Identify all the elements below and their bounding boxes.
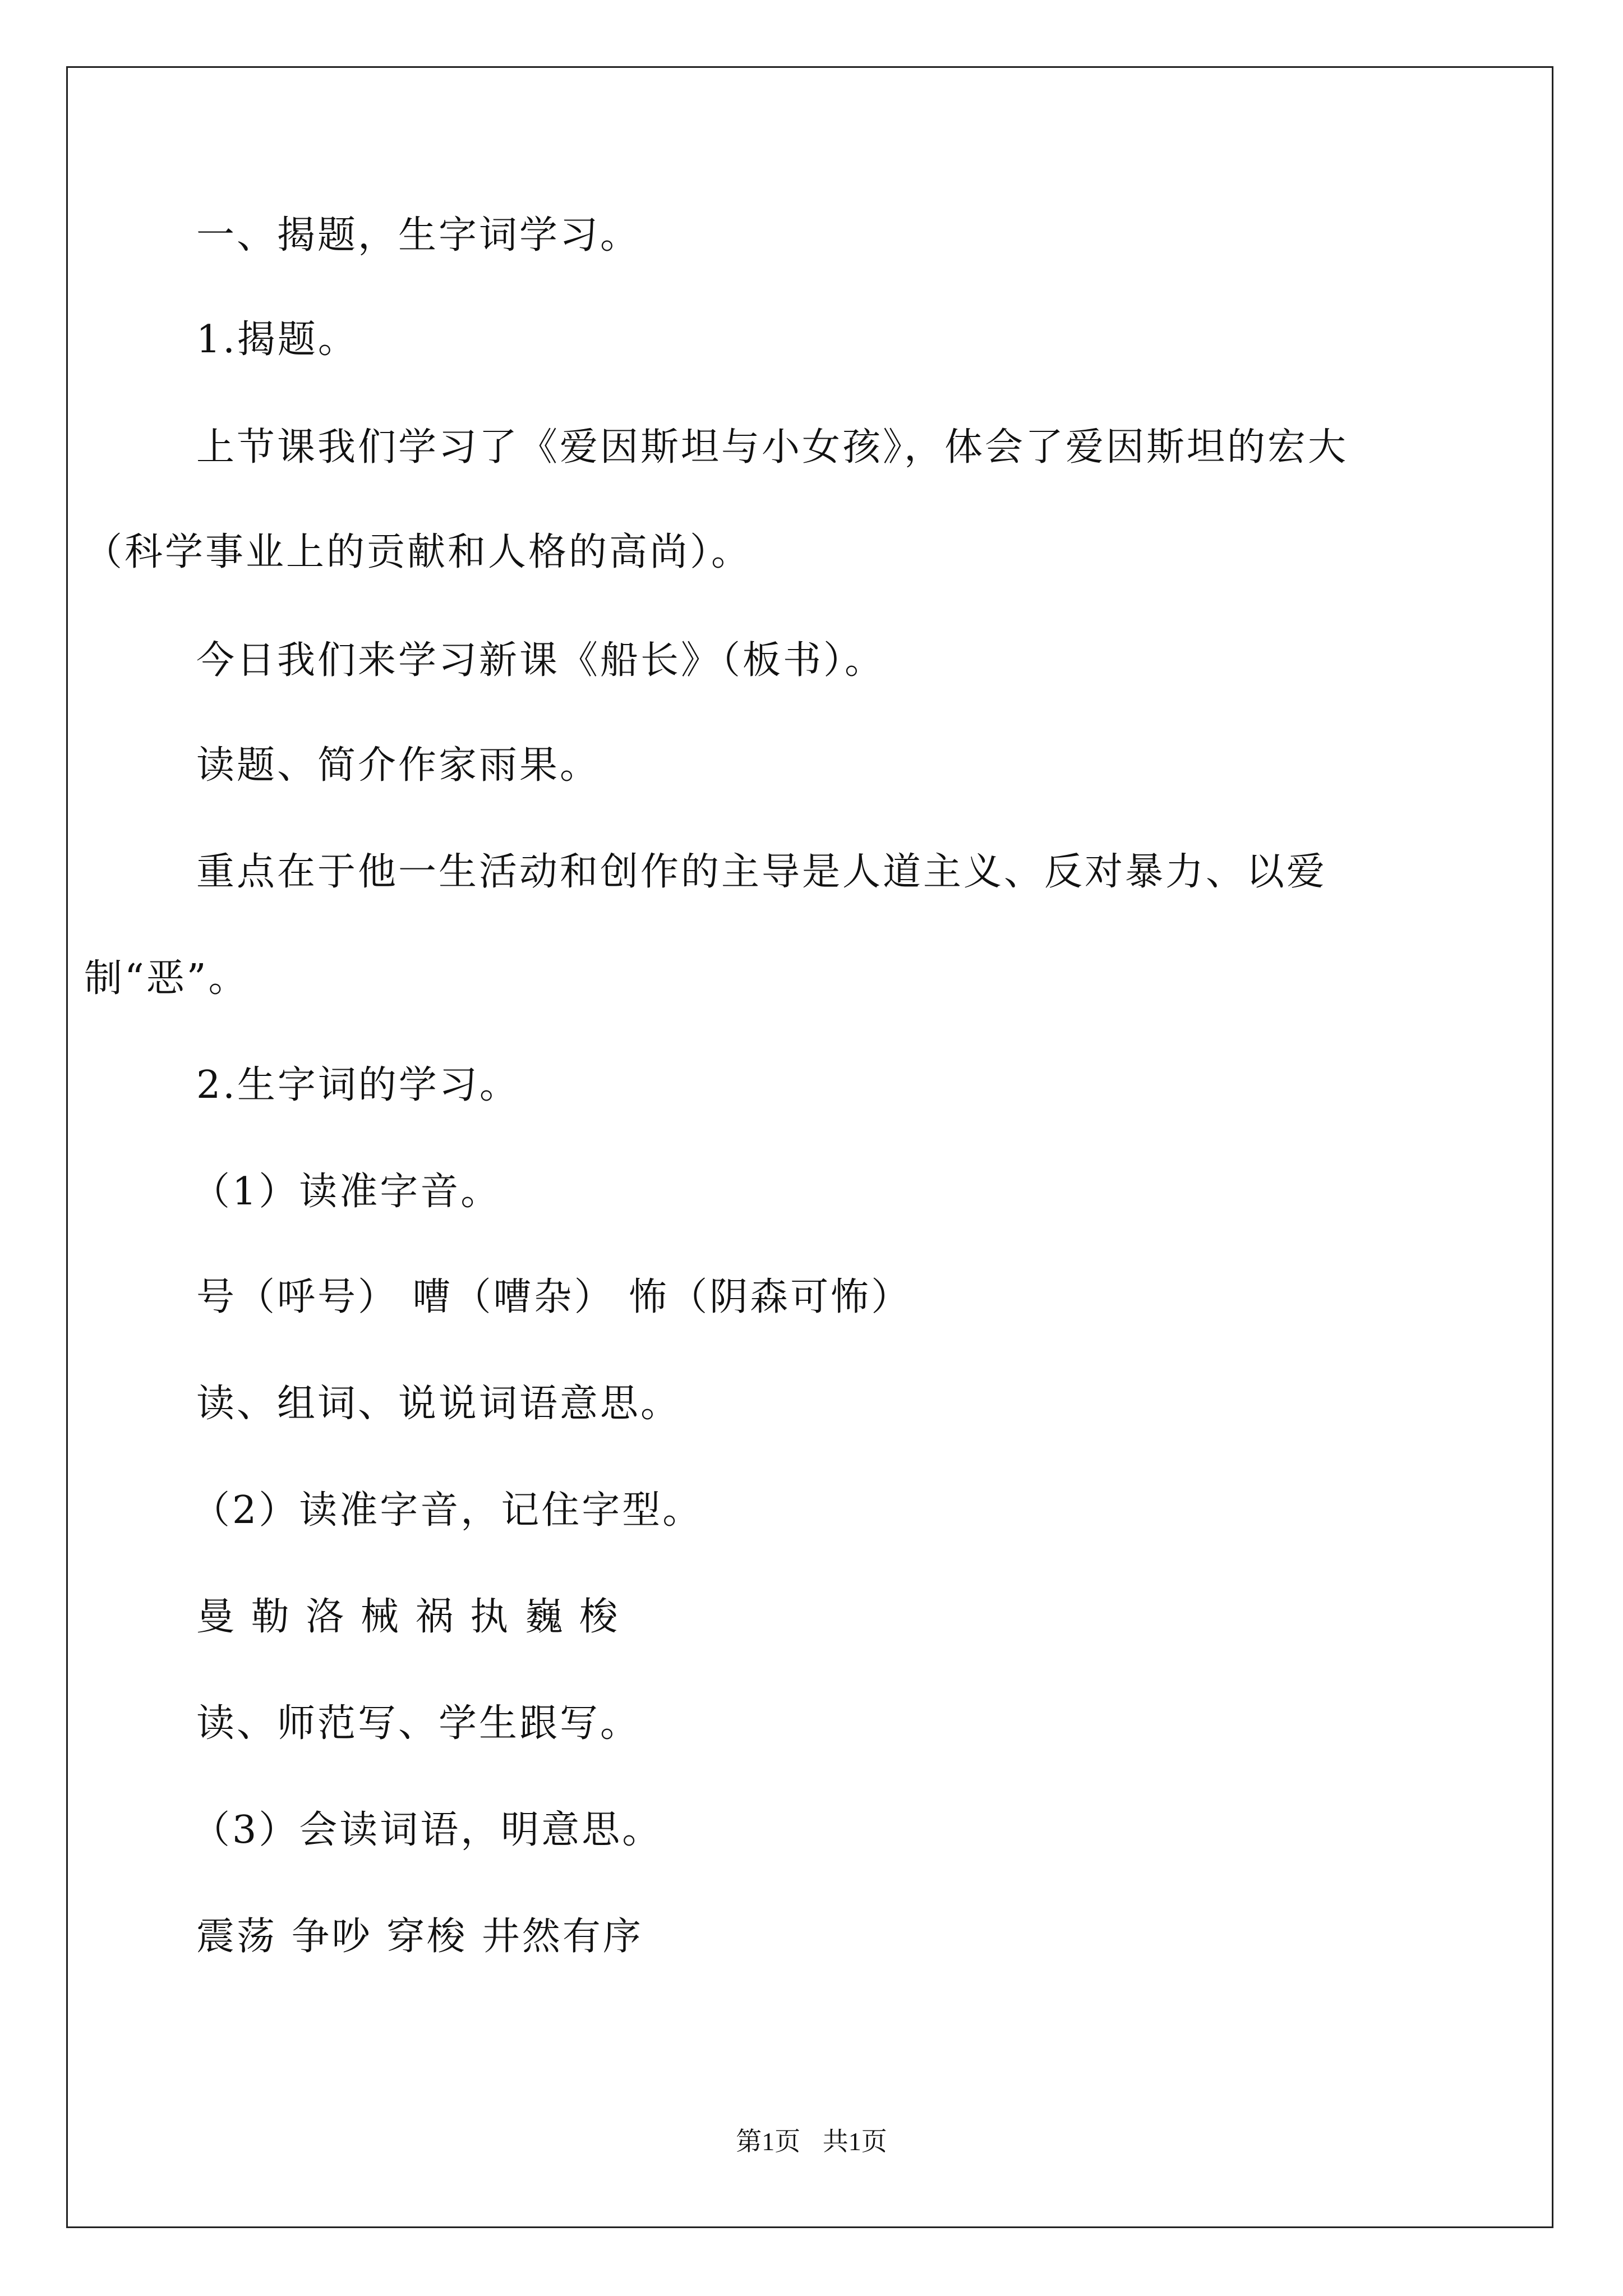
vocab-line: 号（呼号） 嘈（嘈杂） 怖（阴森可怖） — [196, 1275, 912, 1319]
paragraph-line: 上节课我们学习了《爱因斯坦与小女孩》，体会了爱因斯坦的宏大 — [196, 425, 1349, 470]
list-item: （3）会读词语，明意思。 — [192, 1808, 663, 1852]
paragraph-line: 读题、简介作家雨果。 — [196, 743, 601, 788]
subheading-2: 2.生字词的学习。 — [196, 1063, 520, 1107]
page-number: 第1页 — [736, 2127, 801, 2156]
vocab-line: 曼 勒 洛 械 祸 执 巍 梭 — [196, 1595, 620, 1639]
page-total: 共1页 — [822, 2127, 887, 2156]
heading-section-1: 一、揭题，生字词学习。 — [196, 213, 641, 257]
vocab-line: 震荡 争吵 穿梭 井然有序 — [196, 1915, 643, 1959]
paragraph-line: 重点在于他一生活动和创作的主导是人道主义、反对暴力、以爱 — [196, 850, 1327, 894]
page-footer — [0, 2126, 1623, 2157]
paragraph-line: 今日我们来学习新课《船长》（板书）。 — [196, 638, 886, 683]
list-item: （2）读准字音，记住字型。 — [192, 1488, 703, 1533]
paragraph-line-wrap: （科学事业上的贡献和人格的高尚）。 — [84, 530, 752, 574]
paragraph-line: 读、组词、说说词语意思。 — [196, 1382, 681, 1426]
subheading-1: 1.揭题。 — [196, 318, 358, 362]
page-border — [66, 66, 1553, 2228]
paragraph-line: 读、师范写、学生跟写。 — [196, 1701, 641, 1746]
paragraph-line-wrap: 制“恶”。 — [84, 956, 249, 1001]
list-item: （1）读准字音。 — [192, 1170, 501, 1214]
